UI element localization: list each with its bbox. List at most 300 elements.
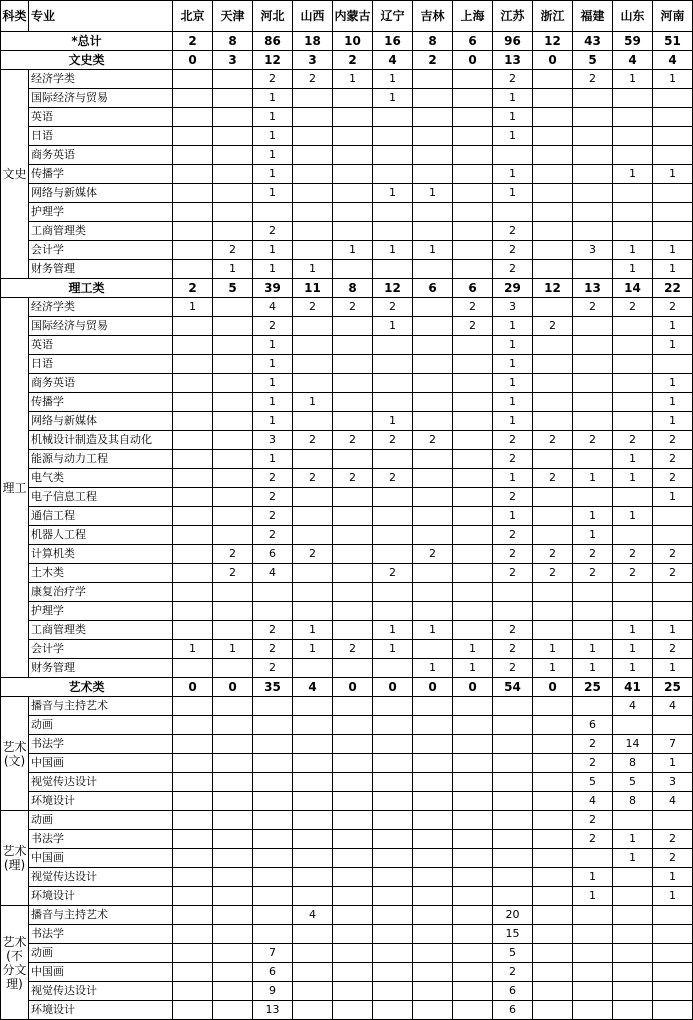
quota-cell	[293, 241, 333, 260]
quota-cell	[573, 621, 613, 640]
quota-cell: 1	[653, 260, 693, 279]
quota-cell: 13	[493, 51, 533, 70]
quota-cell: 1	[453, 640, 493, 659]
quota-cell	[213, 754, 253, 773]
quota-cell: 18	[293, 32, 333, 51]
quota-cell: 2	[493, 70, 533, 89]
major-name: 财务管理	[29, 260, 173, 279]
quota-cell	[333, 716, 373, 735]
table-row	[1, 1001, 693, 1020]
quota-cell: 1	[613, 450, 653, 469]
quota-cell	[213, 659, 253, 678]
quota-cell: 1	[253, 393, 293, 412]
quota-cell: 1	[373, 184, 413, 203]
quota-cell: 1	[293, 640, 333, 659]
quota-cell	[653, 906, 693, 925]
quota-cell	[333, 925, 373, 944]
major-name: 商务英语	[29, 374, 173, 393]
quota-cell	[373, 716, 413, 735]
quota-cell	[613, 184, 653, 203]
quota-cell	[173, 944, 213, 963]
quota-cell	[413, 963, 453, 982]
quota-cell	[413, 146, 453, 165]
quota-cell	[333, 374, 373, 393]
quota-cell: 3	[573, 241, 613, 260]
table-row	[1, 792, 693, 811]
quota-cell: 25	[573, 678, 613, 697]
quota-cell: 4	[613, 697, 653, 716]
major-name: 传播学	[29, 165, 173, 184]
quota-cell: 2	[253, 640, 293, 659]
quota-cell: 6	[493, 982, 533, 1001]
quota-cell	[453, 849, 493, 868]
quota-cell: 2	[213, 241, 253, 260]
subtotal-row	[1, 279, 693, 298]
quota-cell: 0	[453, 51, 493, 70]
quota-cell	[653, 944, 693, 963]
quota-cell	[373, 982, 413, 1001]
quota-cell: 2	[333, 469, 373, 488]
quota-cell: 2	[253, 469, 293, 488]
quota-cell: 3	[293, 51, 333, 70]
quota-cell: 1	[413, 241, 453, 260]
quota-cell	[413, 564, 453, 583]
quota-cell: 2	[253, 526, 293, 545]
quota-cell	[573, 260, 613, 279]
quota-cell	[373, 165, 413, 184]
quota-cell: 2	[253, 222, 293, 241]
quota-cell	[333, 336, 373, 355]
quota-cell	[213, 431, 253, 450]
quota-cell: 2	[493, 564, 533, 583]
quota-cell	[173, 526, 213, 545]
quota-cell	[213, 1001, 253, 1020]
province-header: 浙江	[533, 1, 573, 32]
quota-cell	[573, 203, 613, 222]
quota-cell: 1	[373, 89, 413, 108]
quota-cell	[613, 1001, 653, 1020]
major-header: 专业	[29, 1, 173, 32]
subtotal-row	[1, 678, 693, 697]
table-row	[1, 336, 693, 355]
quota-cell	[413, 830, 453, 849]
quota-cell: 2	[493, 222, 533, 241]
major-name: 财务管理	[29, 659, 173, 678]
quota-cell	[213, 70, 253, 89]
quota-cell	[493, 697, 533, 716]
quota-cell: 1	[253, 450, 293, 469]
quota-cell	[453, 431, 493, 450]
quota-cell	[173, 716, 213, 735]
quota-cell	[293, 583, 333, 602]
quota-cell	[213, 944, 253, 963]
quota-cell: 1	[253, 336, 293, 355]
table-row	[1, 355, 693, 374]
major-name: 视觉传达设计	[29, 982, 173, 1001]
quota-cell	[373, 374, 413, 393]
quota-cell	[613, 412, 653, 431]
quota-cell	[173, 621, 213, 640]
major-name: 书法学	[29, 735, 173, 754]
quota-cell	[173, 602, 213, 621]
quota-cell	[493, 754, 533, 773]
quota-cell: 2	[493, 450, 533, 469]
major-name: 会计学	[29, 640, 173, 659]
quota-cell: 2	[533, 431, 573, 450]
quota-cell	[653, 982, 693, 1001]
quota-cell	[653, 1001, 693, 1020]
quota-cell	[533, 906, 573, 925]
quota-cell	[373, 868, 413, 887]
table-row	[1, 697, 693, 716]
quota-cell	[373, 336, 413, 355]
quota-cell	[333, 412, 373, 431]
quota-cell	[373, 792, 413, 811]
quota-cell: 1	[253, 412, 293, 431]
quota-cell: 1	[373, 412, 413, 431]
quota-cell	[213, 469, 253, 488]
quota-cell: 2	[653, 545, 693, 564]
quota-cell: 1	[653, 241, 693, 260]
major-name: 康复治疗学	[29, 583, 173, 602]
quota-cell: 12	[533, 279, 573, 298]
quota-cell: 8	[613, 792, 653, 811]
quota-cell	[373, 222, 413, 241]
quota-cell: 1	[613, 849, 653, 868]
quota-cell	[453, 716, 493, 735]
quota-cell	[413, 317, 453, 336]
quota-cell	[373, 811, 413, 830]
quota-cell	[533, 260, 573, 279]
quota-cell	[173, 887, 213, 906]
quota-cell: 96	[493, 32, 533, 51]
major-name: 工商管理类	[29, 222, 173, 241]
table-row	[1, 184, 693, 203]
quota-cell	[213, 298, 253, 317]
quota-cell	[293, 963, 333, 982]
quota-cell: 1	[173, 640, 213, 659]
quota-cell	[173, 203, 213, 222]
quota-cell	[413, 412, 453, 431]
quota-cell: 7	[653, 735, 693, 754]
quota-cell: 59	[613, 32, 653, 51]
quota-cell: 1	[493, 507, 533, 526]
quota-cell	[413, 336, 453, 355]
quota-cell: 1	[213, 640, 253, 659]
quota-cell	[293, 773, 333, 792]
quota-cell	[413, 868, 453, 887]
quota-cell	[533, 127, 573, 146]
table-row	[1, 659, 693, 678]
table-row	[1, 925, 693, 944]
major-name: 日语	[29, 355, 173, 374]
quota-cell	[333, 583, 373, 602]
quota-cell	[333, 355, 373, 374]
quota-cell	[453, 184, 493, 203]
quota-cell	[173, 773, 213, 792]
quota-cell	[493, 868, 533, 887]
table-row	[1, 868, 693, 887]
quota-cell	[173, 507, 213, 526]
row-label: 文史类	[1, 51, 173, 70]
quota-cell	[613, 108, 653, 127]
quota-cell	[533, 488, 573, 507]
quota-cell	[493, 716, 533, 735]
quota-cell: 1	[333, 70, 373, 89]
quota-cell	[413, 754, 453, 773]
quota-cell	[213, 89, 253, 108]
quota-cell: 1	[493, 469, 533, 488]
major-name: 国际经济与贸易	[29, 317, 173, 336]
quota-cell: 0	[213, 678, 253, 697]
quota-cell	[373, 260, 413, 279]
quota-cell	[333, 849, 373, 868]
province-header: 山东	[613, 1, 653, 32]
quota-cell: 1	[493, 127, 533, 146]
quota-cell	[613, 925, 653, 944]
quota-cell	[653, 89, 693, 108]
quota-cell	[413, 108, 453, 127]
quota-cell: 1	[653, 412, 693, 431]
quota-cell: 2	[213, 545, 253, 564]
header-row	[1, 1, 693, 32]
quota-cell	[293, 127, 333, 146]
quota-cell	[293, 89, 333, 108]
quota-cell	[453, 146, 493, 165]
major-name: 护理学	[29, 203, 173, 222]
quota-cell	[293, 887, 333, 906]
quota-cell	[613, 393, 653, 412]
quota-cell	[653, 925, 693, 944]
quota-cell	[333, 488, 373, 507]
quota-cell	[213, 868, 253, 887]
quota-cell	[293, 488, 333, 507]
quota-cell: 4	[253, 298, 293, 317]
quota-cell	[533, 222, 573, 241]
quota-cell	[573, 906, 613, 925]
major-name: 中国画	[29, 963, 173, 982]
quota-cell	[493, 735, 533, 754]
quota-cell: 2	[573, 564, 613, 583]
quota-cell	[373, 127, 413, 146]
quota-cell	[613, 982, 653, 1001]
quota-cell	[653, 583, 693, 602]
quota-cell	[533, 1001, 573, 1020]
quota-cell	[253, 716, 293, 735]
quota-cell	[533, 830, 573, 849]
quota-cell	[413, 849, 453, 868]
quota-cell	[653, 222, 693, 241]
quota-cell	[373, 526, 413, 545]
quota-cell: 1	[573, 659, 613, 678]
quota-cell	[373, 773, 413, 792]
quota-cell: 13	[253, 1001, 293, 1020]
table-row	[1, 393, 693, 412]
quota-cell	[533, 393, 573, 412]
quota-cell: 1	[493, 393, 533, 412]
major-name: 经济学类	[29, 298, 173, 317]
quota-cell: 1	[613, 640, 653, 659]
quota-cell	[493, 146, 533, 165]
quota-cell: 1	[253, 355, 293, 374]
province-header: 福建	[573, 1, 613, 32]
quota-cell	[613, 89, 653, 108]
quota-cell	[413, 982, 453, 1001]
major-name: 英语	[29, 336, 173, 355]
quota-cell	[293, 507, 333, 526]
quota-cell	[213, 317, 253, 336]
quota-cell	[653, 203, 693, 222]
quota-cell: 4	[653, 792, 693, 811]
quota-cell	[613, 868, 653, 887]
quota-cell	[613, 887, 653, 906]
major-name: 动画	[29, 811, 173, 830]
quota-cell	[453, 393, 493, 412]
quota-cell	[293, 792, 333, 811]
major-name: 经济学类	[29, 70, 173, 89]
major-name: 日语	[29, 127, 173, 146]
quota-cell: 5	[213, 279, 253, 298]
quota-cell	[453, 982, 493, 1001]
quota-cell: 14	[613, 279, 653, 298]
quota-cell: 2	[493, 241, 533, 260]
major-name: 中国画	[29, 849, 173, 868]
quota-cell	[253, 849, 293, 868]
quota-cell	[333, 184, 373, 203]
quota-cell: 2	[493, 260, 533, 279]
quota-cell	[173, 697, 213, 716]
quota-cell	[533, 735, 573, 754]
quota-cell	[453, 887, 493, 906]
major-name: 环境设计	[29, 1001, 173, 1020]
major-name: 英语	[29, 108, 173, 127]
quota-cell	[413, 887, 453, 906]
quota-cell	[173, 146, 213, 165]
quota-cell: 6	[253, 545, 293, 564]
quota-cell	[333, 621, 373, 640]
quota-cell	[453, 792, 493, 811]
quota-cell	[413, 89, 453, 108]
quota-cell: 2	[333, 431, 373, 450]
quota-cell: 2	[253, 507, 293, 526]
table-row	[1, 260, 693, 279]
quota-cell	[533, 982, 573, 1001]
quota-cell	[373, 355, 413, 374]
quota-cell: 0	[533, 51, 573, 70]
quota-cell	[173, 564, 213, 583]
quota-cell: 2	[493, 621, 533, 640]
quota-cell: 0	[533, 678, 573, 697]
quota-cell	[253, 203, 293, 222]
quota-cell	[613, 488, 653, 507]
quota-cell	[213, 146, 253, 165]
quota-cell	[413, 298, 453, 317]
quota-cell	[613, 127, 653, 146]
quota-cell	[213, 602, 253, 621]
quota-cell: 16	[373, 32, 413, 51]
quota-cell	[413, 792, 453, 811]
quota-cell	[173, 792, 213, 811]
quota-cell	[373, 735, 413, 754]
quota-cell	[453, 944, 493, 963]
category-cell: 艺术(理)	[1, 811, 29, 906]
quota-cell: 2	[573, 830, 613, 849]
quota-cell	[333, 792, 373, 811]
quota-cell	[173, 735, 213, 754]
quota-cell	[293, 602, 333, 621]
quota-cell	[333, 89, 373, 108]
quota-cell	[293, 336, 333, 355]
quota-cell: 2	[253, 621, 293, 640]
quota-cell	[213, 716, 253, 735]
quota-cell: 25	[653, 678, 693, 697]
quota-cell: 5	[613, 773, 653, 792]
quota-cell	[333, 564, 373, 583]
quota-cell: 54	[493, 678, 533, 697]
quota-cell	[613, 811, 653, 830]
quota-cell: 2	[613, 545, 653, 564]
quota-cell	[533, 108, 573, 127]
quota-cell	[333, 906, 373, 925]
quota-cell	[533, 811, 573, 830]
table-row	[1, 241, 693, 260]
quota-cell	[333, 108, 373, 127]
quota-cell	[213, 165, 253, 184]
quota-cell	[333, 260, 373, 279]
quota-cell	[413, 260, 453, 279]
province-header: 江苏	[493, 1, 533, 32]
quota-cell: 1	[253, 89, 293, 108]
quota-cell	[253, 735, 293, 754]
quota-cell	[293, 526, 333, 545]
quota-cell: 1	[573, 469, 613, 488]
quota-cell: 2	[613, 564, 653, 583]
quota-cell	[213, 412, 253, 431]
major-name: 动画	[29, 716, 173, 735]
quota-cell	[453, 583, 493, 602]
quota-cell: 1	[253, 146, 293, 165]
quota-cell: 1	[253, 260, 293, 279]
quota-cell: 2	[173, 279, 213, 298]
quota-cell: 1	[493, 355, 533, 374]
quota-cell: 1	[333, 241, 373, 260]
quota-cell: 20	[493, 906, 533, 925]
quota-cell	[613, 526, 653, 545]
quota-cell: 1	[253, 108, 293, 127]
quota-cell	[293, 925, 333, 944]
quota-cell: 1	[613, 507, 653, 526]
table-row	[1, 488, 693, 507]
quota-cell: 1	[653, 317, 693, 336]
province-header: 辽宁	[373, 1, 413, 32]
quota-cell: 2	[653, 564, 693, 583]
quota-cell: 1	[493, 317, 533, 336]
total-row	[1, 32, 693, 51]
quota-cell: 4	[293, 678, 333, 697]
quota-cell	[613, 963, 653, 982]
row-label: 艺术类	[1, 678, 173, 697]
quota-cell	[213, 374, 253, 393]
quota-cell	[333, 526, 373, 545]
quota-cell: 1	[573, 868, 613, 887]
quota-cell	[533, 526, 573, 545]
quota-cell	[173, 127, 213, 146]
quota-cell	[573, 336, 613, 355]
quota-cell	[333, 1001, 373, 1020]
category-cell: 艺术(不分文理)	[1, 906, 29, 1020]
quota-cell: 2	[533, 317, 573, 336]
quota-cell: 29	[493, 279, 533, 298]
